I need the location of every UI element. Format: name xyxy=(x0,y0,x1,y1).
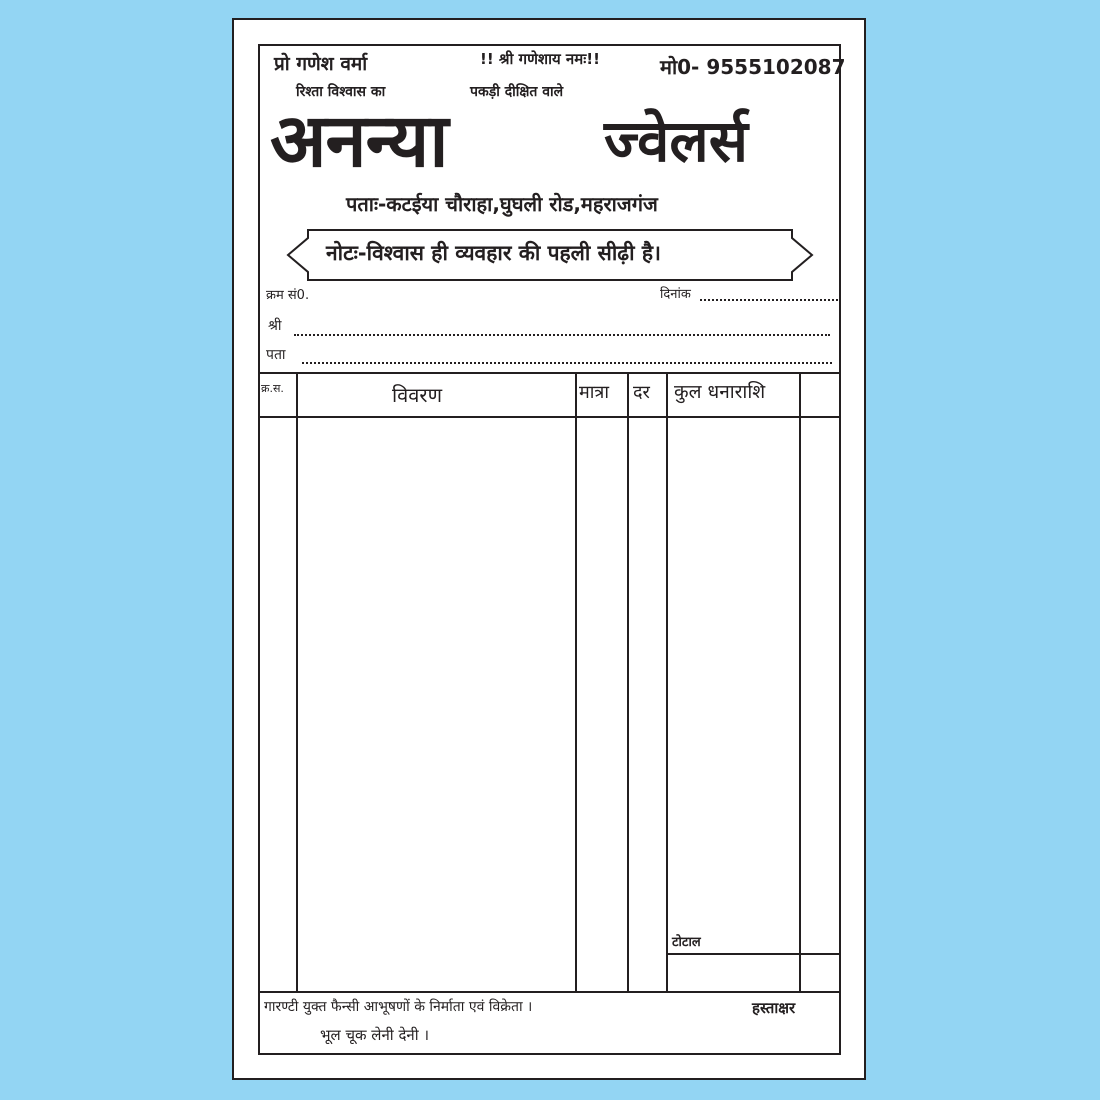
column-divider xyxy=(575,372,577,992)
date-field[interactable] xyxy=(700,299,838,301)
invocation-text: !! श्री गणेशाय नमः!! xyxy=(480,50,600,68)
column-divider xyxy=(666,372,668,992)
serial-number-label: क्रम सं0. xyxy=(266,288,310,303)
customer-address-field[interactable] xyxy=(302,362,832,364)
column-header-amount: कुल धनाराशि xyxy=(674,381,766,403)
table-header-divider xyxy=(258,416,841,418)
date-label: दिनांक xyxy=(660,287,691,302)
total-divider xyxy=(667,953,841,955)
tagline-right: पकड़ी दीक्षित वाले xyxy=(470,84,564,100)
column-divider xyxy=(799,372,801,992)
column-header-description: विवरण xyxy=(392,383,443,407)
customer-name-field[interactable] xyxy=(294,334,830,336)
shop-name-main: अनन्या xyxy=(270,98,448,184)
column-header-quantity: मात्रा xyxy=(579,382,610,403)
table-top-border xyxy=(258,372,841,374)
column-header-rate: दर xyxy=(633,382,650,403)
footer-guarantee-text: गारण्टी युक्त फैन्सी आभूषणों के निर्माता एवं विक्रेता । xyxy=(264,999,533,1015)
tagline-left: रिश्ता विश्वास का xyxy=(296,84,386,100)
proprietor-name: प्रो गणेश वर्मा xyxy=(274,53,368,75)
footer-errors-text: भूल चूक लेनी देनी । xyxy=(320,1026,430,1044)
shop-address: पताः-कटईया चौराहा,घुघली रोड,महराजगंज xyxy=(346,192,658,216)
table-bottom-border xyxy=(258,991,841,993)
note-text: नोटः-विश्वास ही व्यवहार की पहली सीढ़ी है। xyxy=(326,241,661,265)
column-header-serial: क्र.स. xyxy=(261,382,284,395)
signature-label: हस्ताक्षर xyxy=(752,999,796,1017)
mobile-number: मो0- 9555102087 xyxy=(660,55,846,79)
column-divider xyxy=(627,372,629,992)
column-divider xyxy=(296,372,298,992)
total-label: टोटाल xyxy=(672,935,701,950)
customer-address-label: पता xyxy=(266,347,286,363)
customer-name-label: श्री xyxy=(268,318,282,334)
shop-name-sub: ज्वेलर्स xyxy=(604,107,748,175)
